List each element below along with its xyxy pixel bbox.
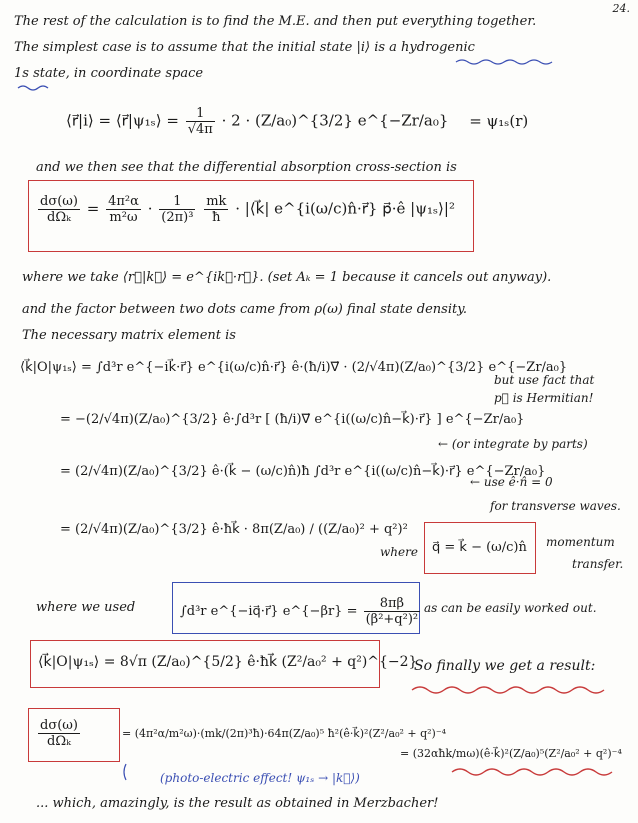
note-hermitian-1: but use fact that — [494, 373, 595, 387]
matrix-element-line-3: = (2/√4π)(Z/a₀)^{3/2} ê·(k⃗ − (ω/c)n̂)ħ ∫d³r e^{i((ω/c)n̂−k⃗)·r⃗} e^{−Zr/a₀} — [60, 464, 546, 479]
matrix-element-result: ⟨k⃗|O|ψ₁ₛ⟩ = 8√π (Z/a₀)^{5/2} ê·ħk⃗ (Z²/a₀² + q²)^{−2} — [38, 654, 418, 670]
eq1-coef: $\frac{1}{√4\pi}$ — [187, 106, 213, 137]
eq1-lhs: ⟨r⃗|i⟩ = ⟨r⃗|ψ₁ₛ⟩ = — [66, 111, 179, 130]
matrix-element-line-4: = (2/√4π)(Z/a₀)^{3/2} ê·ħk⃗ · 8π(Z/a₀) / ((Z/a₀)² + q²)² — [60, 522, 408, 537]
note-hermitian-2: p⃗ is Hermitian! — [494, 391, 594, 405]
result-underline-2 — [452, 769, 612, 775]
text-where-take: where we take ⟨r⃗|k⃗⟩ = e^{ik⃗·r⃗}. (set Aₖ = 1 because it cancels out anyway). — [22, 270, 552, 285]
hydrogenic-underline — [456, 60, 552, 64]
result-underline-1 — [412, 687, 604, 693]
intro-line-2: The simplest case is to assume that the initial state |i⟩ is a hydrogenic — [14, 40, 475, 55]
final-mid: = (4π²α/m²ω)·(mk/(2π)³ħ)·64π(Z/a₀)⁵ ħ²(ê·k⃗)²(Z²/a₀² + q²)⁻⁴ — [122, 727, 447, 740]
q-definition: q⃗ = k⃗ − (ω/c)n̂ — [432, 540, 527, 555]
eq1-mid: · 2 · (Z/a₀)^{3/2} — [221, 111, 353, 130]
note-momentum: momentum — [546, 535, 615, 549]
note-transfer: transfer. — [572, 557, 624, 571]
eq2-lhs: $\frac{d\sigma(\omega)}{\text{dΩₖ}}$ — [40, 194, 78, 225]
eq2-c1: $\frac{\text{4π²α}}{\text{m²ω}}$ — [108, 194, 139, 225]
intro-line-3: 1s state, in coordinate space — [14, 66, 204, 81]
text-worked-out: as can be easily worked out. — [424, 601, 597, 615]
eq2-body: · |⟨k⃗| e^{i(ω/c)n̂·r⃗} p⃗·ê |ψ₁ₛ⟩|² — [235, 199, 455, 218]
note-integrate-parts: ← (or integrate by parts) — [438, 437, 588, 451]
text-cross-section: and we then see that the differential absorption cross-section is — [36, 160, 457, 175]
note-transverse-2: for transverse waves. — [490, 499, 621, 513]
page-number: 24. — [612, 2, 630, 15]
text-matrix-element: The necessary matrix element is — [22, 328, 236, 343]
final-lhs: $\frac{d\sigma(\omega)}{\text{dΩₖ}}$ — [40, 718, 78, 749]
eq2-c2: $\frac{1}{\text{(2π)³}}$ — [161, 194, 194, 225]
eq1-rhs: = ψ₁ₛ(r) — [469, 111, 529, 130]
equation-cross-section: $\frac{d\sigma(\omega)}{\text{dΩₖ}}$ = $\frac{\text{4π²α}}{\text{m²ω}}$ · $\frac{1}{\text{(2π)³}}$ $\frac{mk}{ħ}$ · |⟨k⃗| e^{i(ω/c)n̂·r⃗} p⃗·ê |ψ₁ₛ⟩|² — [40, 194, 455, 225]
text-factor: and the factor between two dots came from ρ(ω) final state density. — [22, 302, 467, 317]
1s-underline — [18, 86, 48, 90]
matrix-element-line-1: ⟨k⃗|O|ψ₁ₛ⟩ = ∫d³r e^{−ik⃗·r⃗} e^{i(ω/c)n̂·r⃗} ê·(ħ/i)∇⃗ · (2/√4π)(Z/a₀)^{3/2} e^{−Zr/a₀} — [20, 360, 568, 375]
text-where-used: where we used — [36, 600, 136, 615]
integral-identity: ∫d³r e^{−iq⃗·r⃗} e^{−βr} = $\frac{8\pi\beta}{\text{(β²+q²)²}}$ — [180, 596, 419, 627]
closing-remark: ... which, amazingly, is the result as obtained in Merzbacher! — [36, 796, 439, 811]
eq2-c3: $\frac{mk}{ħ}$ — [206, 194, 227, 225]
photo-electric-note: (photo-electric effect! ψ₁ₛ → |k⃗⟩) — [160, 771, 360, 785]
note-transverse-1: ← use ê·n̂ = 0 — [470, 475, 553, 489]
intro-line-1: The rest of the calculation is to find the M.E. and then put everything together. — [14, 14, 537, 29]
photo-note-arrow — [124, 764, 126, 780]
text-finally: So finally we get a result: — [414, 658, 596, 674]
matrix-element-line-2: = −(2/√4π)(Z/a₀)^{3/2} ê·∫d³r [ (ħ/i)∇⃗ e^{i((ω/c)n̂−k⃗)·r⃗} ] e^{−Zr/a₀} — [60, 412, 525, 427]
final-rhs: = (32αħk/mω)(ê·k⃗)²(Z/a₀)⁵(Z²/a₀² + q²)⁻⁴ — [400, 747, 622, 760]
eq1-exp: e^{−Zr/a₀} — [357, 111, 449, 130]
note-where: where — [380, 545, 418, 559]
